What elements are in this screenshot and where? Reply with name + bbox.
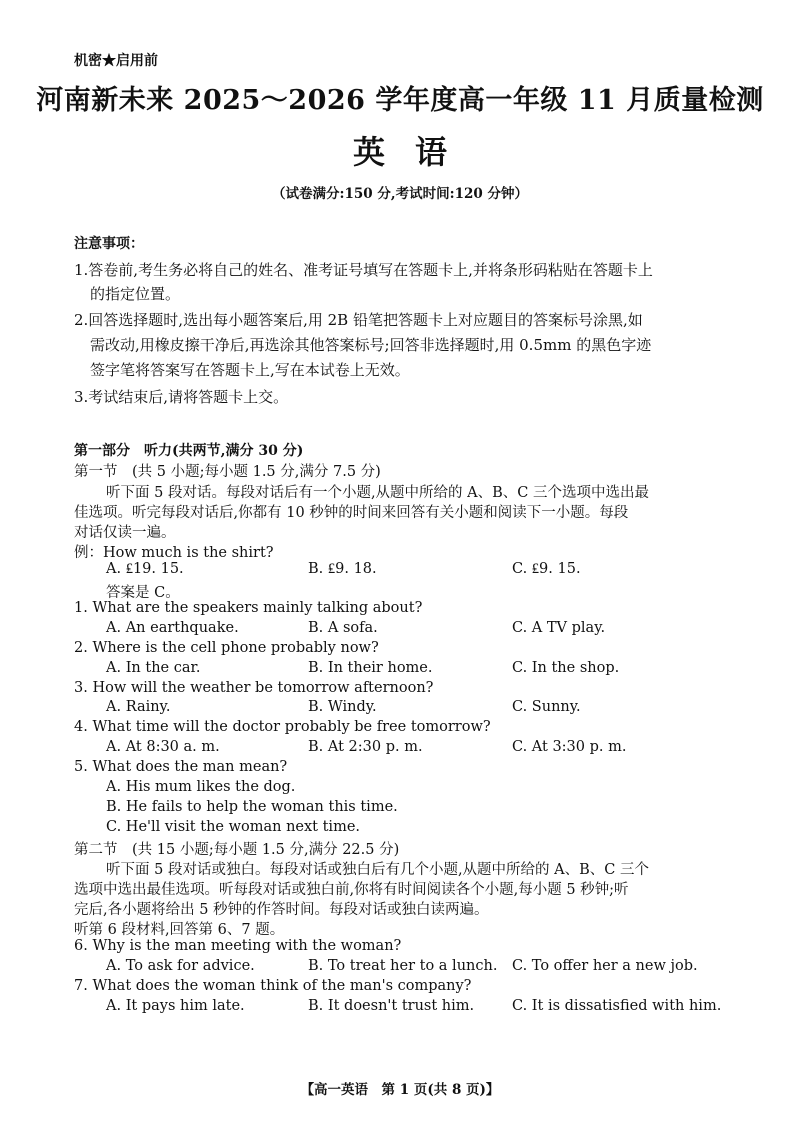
example-option-b: B. ₤9. 18. [308, 561, 377, 577]
example-question: 例：How much is the shirt? [74, 545, 274, 561]
q5-option-a: A. His mum likes the dog. [106, 779, 296, 795]
note-line: 的指定位置。 [90, 285, 181, 303]
exam-title: 河南新未来 2025～2026 学年度高一年级 11 月质量检测 [36, 85, 764, 116]
notes-heading: 注意事项： [74, 236, 144, 252]
q2-option-c: C. In the shop. [512, 660, 620, 676]
score-info: （试卷满分:150 分,考试时间:120 分钟） [272, 186, 528, 202]
q7-option-a: A. It pays him late. [106, 998, 245, 1014]
q7-option-c: C. It is dissatisfied with him. [512, 998, 722, 1014]
section2-instruction: 听下面 5 段对话或独白。每段对话或独白后有几个小题,从题中所给的 A、B、C 三个 [106, 862, 649, 878]
section2-instruction: 完后,各小题将给出 5 秒钟的作答时间。每段对话或独白读两遍。 [74, 902, 489, 918]
q2-option-a: A. In the car. [106, 660, 201, 676]
question-6: 6. Why is the man meeting with the woman? [74, 938, 402, 954]
note-line: 需改动,用橡皮擦干净后,再选涂其他答案标号;回答非选择题时,用 0.5mm 的黑色字迹 [90, 336, 652, 354]
note-line: 签字笔将答案写在答题卡上,写在本试卷上无效。 [90, 361, 410, 379]
page-footer: 【高一英语 第 1 页(共 8 页)】 [300, 1082, 500, 1098]
q3-option-c: C. Sunny. [512, 699, 581, 715]
question-7: 7. What does the woman think of the man's company? [74, 978, 472, 994]
section1-instruction: 听下面 5 段对话。每段对话后有一个小题,从题中所给的 A、B、C 三个选项中选出最 [106, 485, 649, 501]
q3-option-a: A. Rainy. [106, 699, 171, 715]
q1-option-c: C. A TV play. [512, 620, 606, 636]
q4-option-a: A. At 8:30 a. m. [106, 739, 220, 755]
q1-option-a: A. An earthquake. [106, 620, 239, 636]
section2-heading: 第二节 (共 15 小题;每小题 1.5 分,满分 22.5 分) [74, 842, 400, 858]
question-3: 3. How will the weather be tomorrow afternoon? [74, 680, 434, 696]
subject-title: 英语 [352, 133, 477, 171]
q5-option-b: B. He fails to help the woman this time. [106, 799, 398, 815]
section2-instruction: 选项中选出最佳选项。听每段对话或独白前,你将有时间阅读各个小题,每小题 5 秒钟;听 [74, 882, 629, 898]
example-answer: 答案是 C。 [106, 585, 180, 601]
question-2: 2. Where is the cell phone probably now? [74, 640, 379, 656]
q2-option-b: B. In their home. [308, 660, 433, 676]
part1-heading: 第一部分 听力(共两节,满分 30 分) [74, 443, 304, 459]
section1-instruction: 对话仅读一遍。 [74, 525, 176, 541]
note-line: 2.回答选择题时,选出每小题答案后,用 2B 铅笔把答题卡上对应题目的答案标号涂黑,如 [74, 311, 643, 329]
section1-heading: 第一节 (共 5 小题;每小题 1.5 分,满分 7.5 分) [74, 464, 381, 480]
question-4: 4. What time will the doctor probably be free tomorrow? [74, 719, 491, 735]
q1-option-b: B. A sofa. [308, 620, 378, 636]
q6-option-c: C. To offer her a new job. [512, 958, 698, 974]
q6-option-a: A. To ask for advice. [106, 958, 255, 974]
question-5: 5. What does the man mean? [74, 759, 288, 775]
note-line: 1.答卷前,考生务必将自己的姓名、准考证号填写在答题卡上,并将条形码粘贴在答题卡上 [74, 261, 653, 279]
q5-option-c: C. He'll visit the woman next time. [106, 819, 361, 835]
note-line: 3.考试结束后,请将答题卡上交。 [74, 388, 289, 406]
q4-option-c: C. At 3:30 p. m. [512, 739, 627, 755]
example-option-a: A. ₤19. 15. [106, 561, 184, 577]
material-6-note: 听第 6 段材料,回答第 6、7 题。 [74, 922, 285, 938]
question-1: 1. What are the speakers mainly talking about? [74, 600, 423, 616]
q7-option-b: B. It doesn't trust him. [308, 998, 475, 1014]
section1-instruction: 佳选项。听完每段对话后,你都有 10 秒钟的时间来回答有关小题和阅读下一小题。每段 [74, 505, 629, 521]
q6-option-b: B. To treat her to a lunch. [308, 958, 498, 974]
example-option-c: C. ₤9. 15. [512, 561, 581, 577]
q4-option-b: B. At 2:30 p. m. [308, 739, 423, 755]
q3-option-b: B. Windy. [308, 699, 377, 715]
confidential-mark: 机密★启用前 [74, 53, 158, 69]
